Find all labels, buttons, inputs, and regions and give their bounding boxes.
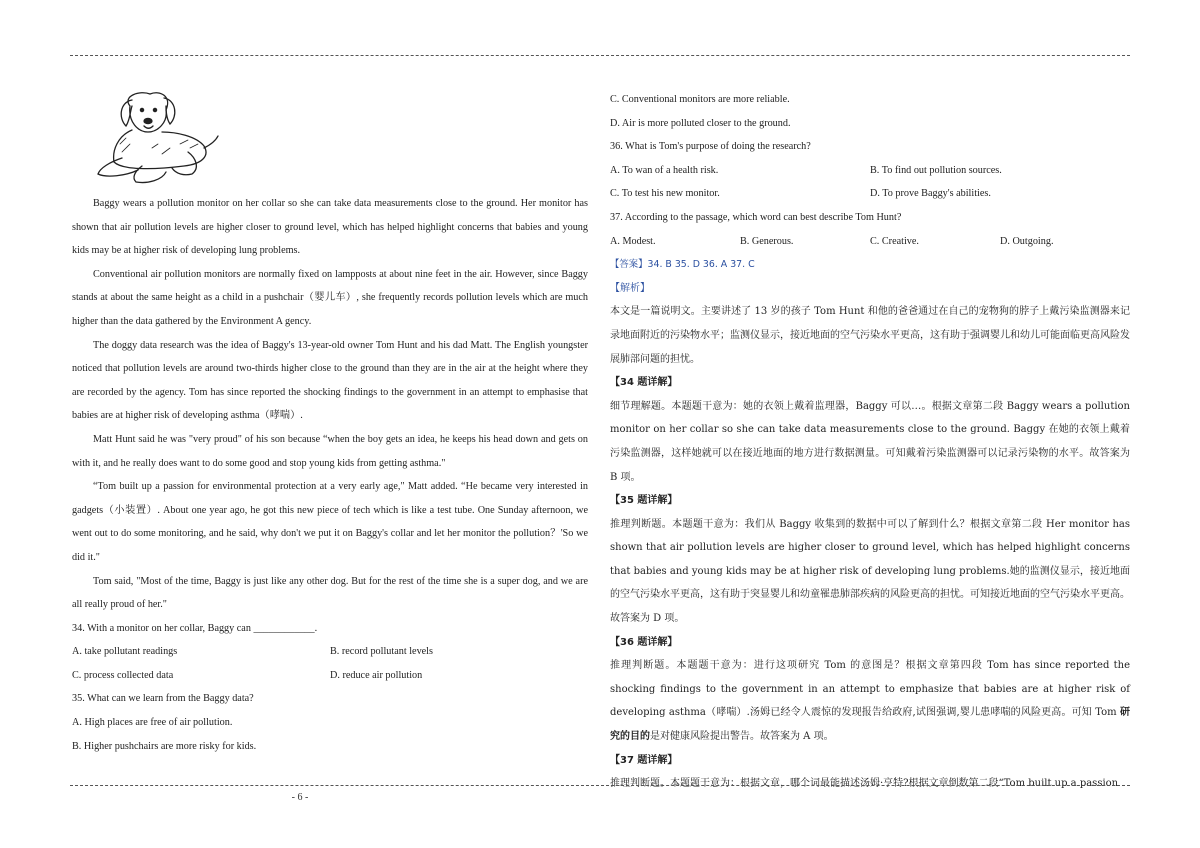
- question-35-option-b: B. Higher pushchairs are more risky for kids.: [72, 740, 257, 752]
- question-37-options: [610, 230, 1130, 254]
- question-37-stem: 37. According to the passage, which word can best describe Tom Hunt?: [610, 211, 902, 223]
- detail-36-text: [610, 654, 1130, 748]
- passage-paragraph-2: Conventional air pollution monitors are normally fixed on lampposts at about nine feet in the air. However, since Baggy stands at about the same height as a child in a pushchair（婴儿车）, she frequently records pollution levels which are much higher than the data gathered by the Environment A gency.: [72, 268, 588, 327]
- detail-36-heading: 【36 题详解】: [610, 636, 678, 648]
- passage-paragraph-6: Tom said, "Most of the time, Baggy is just like any other dog. But for the rest of the time she is a super dog, and we are all really proud of her.": [72, 575, 588, 611]
- answer-values: 34. B 35. D 36. A 37. C: [647, 259, 755, 271]
- detail-34-text: 细节理解题。本题题干意为：她的衣领上戴着监理器，Baggy 可以…。根据文章第二段 Baggy wears a pollution monitor on her collar so she can take data measurements close to the ground. Baggy 在她的衣领上戴着污染监测器，这样她就可以在接近地面的地方进行数据测量。可知戴着污染监测器可以记录污染物的水平。故答案为 B 项。: [610, 400, 1130, 483]
- detail-36-text-pre: 推理判断题。本题题干意为：进行这项研究 Tom 的意图是？根据文章第四段 Tom has since reported the shocking findings to the government in an attempt to emphasize that babies are at higher risk of developing asthma（哮喘）.汤姆已经令人震惊的发现报告给政府,试图强调,婴儿患哮喘的风险更高。可知 Tom: [610, 660, 1130, 719]
- detail-34-heading: 【34 题详解】: [610, 377, 678, 389]
- question-37-option-b: B. Generous.: [740, 235, 794, 247]
- passage-paragraph-3: The doggy data research was the idea of Baggy's 13-year-old owner Tom Hunt and his dad Matt. The English youngster noticed that pollution levels are around two-thirds higher close to the ground than they are in the air at the height where they are recorded by the agency. Tom has since reported the shocking findings to the government in an attempt to emphasise that babies are at higher risk of developing asthma（哮喘）.: [72, 339, 588, 422]
- passage-paragraph-1: Baggy wears a pollution monitor on her collar so she can take data measurements close to the ground. Her monitor has shown that air pollution levels are higher closer to ground level, which has helped highlight concerns that babies and young kids may be at higher risk of developing lung problems.: [72, 198, 588, 257]
- question-34-options-row-2: [72, 664, 588, 688]
- detail-36-text-post: 是对健康风险提出警告。故答案为 A 项。: [650, 731, 834, 743]
- question-36-options-row-2: [610, 182, 1130, 206]
- detail-36-text-emphasis: 研究的目的: [610, 707, 1130, 743]
- question-37-option-a: A. Modest.: [610, 235, 656, 247]
- question-34-option-c: C. process collected data: [72, 669, 174, 681]
- detail-37-text: 推理判断题。本题题干意为：根据文章，哪个词最能描述汤姆·亨特?根据文章倒数第二段“Tom built up a passion: [610, 778, 1119, 790]
- passage-paragraph-5: “Tom built up a passion for environmental protection at a very early age," Matt added. “He became very interested in gadgets（小装置）. About one year ago, he got this new piece of tech which is like a test tube. One Sunday afternoon, we went out to do some monitoring, and he said, why don't we put it on Baggy's collar and let her monitor the pollution？'So we did it.": [72, 481, 588, 563]
- detail-37-heading: 【37 题详解】: [610, 754, 678, 766]
- question-37-option-c: C. Creative.: [870, 235, 919, 247]
- page-number: - 6 -: [291, 792, 309, 803]
- question-35-stem: 35. What can we learn from the Baggy data?: [72, 693, 254, 705]
- footer-rule: [70, 785, 1130, 786]
- puppy-illustration: [92, 88, 222, 188]
- answer-tag: 【答案】: [610, 259, 648, 271]
- question-34-stem: 34. With a monitor on her collar, Baggy can ____________.: [72, 622, 318, 634]
- question-37-option-d: D. Outgoing.: [1000, 235, 1054, 247]
- question-34-option-d: D. reduce air pollution: [330, 669, 423, 681]
- passage-paragraph-4: Matt Hunt said he was "very proud" of his son because “when the boy gets an idea, he keeps his head down and gets on with it, and he really does want to do some good and stop young kids from getting asthma.": [72, 433, 588, 469]
- question-35-option-c: C. Conventional monitors are more reliable.: [610, 94, 790, 105]
- header-rule: [70, 55, 1130, 56]
- analysis-summary: 本文是一篇说明文。主要讲述了 13 岁的孩子 Tom Hunt 和他的爸爸通过在自己的宠物狗的脖子上戴污染监测器来记录地面附近的污染物水平；监测仪显示，接近地面的空气污染水平更高，这有助于强调婴儿和幼儿可能面临更高风险发展肺部问题的担忧。: [610, 306, 1130, 365]
- question-35-option-a: A. High places are free of air pollution.: [72, 717, 233, 729]
- detail-35-text: 推理判断题。本题题干意为：我们从 Baggy 收集到的数据中可以了解到什么？根据文章第二段 Her monitor has shown that air pollution levels are higher closer to ground level, which has helped highlight concerns that babies and young kids may be at higher risk of developing lung problems.她的监测仪显示，接近地面的空气污染水平更高，这有助于突显婴儿和幼童罹患肺部疾病的风险更高的担忧。可知接近地面的空气污染水平更高。故答案为 D 项。: [610, 518, 1130, 625]
- detail-35-heading: 【35 题详解】: [610, 495, 678, 507]
- question-34-option-a: A. take pollutant readings: [72, 646, 178, 658]
- question-34-options-row-1: [72, 640, 588, 664]
- question-36-option-a: A. To wan of a health risk.: [610, 164, 719, 176]
- question-35-option-d: D. Air is more polluted closer to the ground.: [610, 117, 791, 129]
- question-36-option-b: B. To find out pollution sources.: [870, 164, 1002, 176]
- question-34-option-b: B. record pollutant levels: [330, 646, 433, 658]
- answer-line: [610, 253, 1130, 277]
- left-column: [72, 88, 588, 758]
- question-36-stem: 36. What is Tom's purpose of doing the research?: [610, 141, 811, 153]
- question-36-option-c: C. To test his new monitor.: [610, 188, 720, 200]
- right-column: [610, 88, 1130, 796]
- question-36-options-row-1: [610, 159, 1130, 183]
- question-36-option-d: D. To prove Baggy's abilities.: [870, 188, 991, 200]
- analysis-tag: 【解析】: [610, 282, 650, 294]
